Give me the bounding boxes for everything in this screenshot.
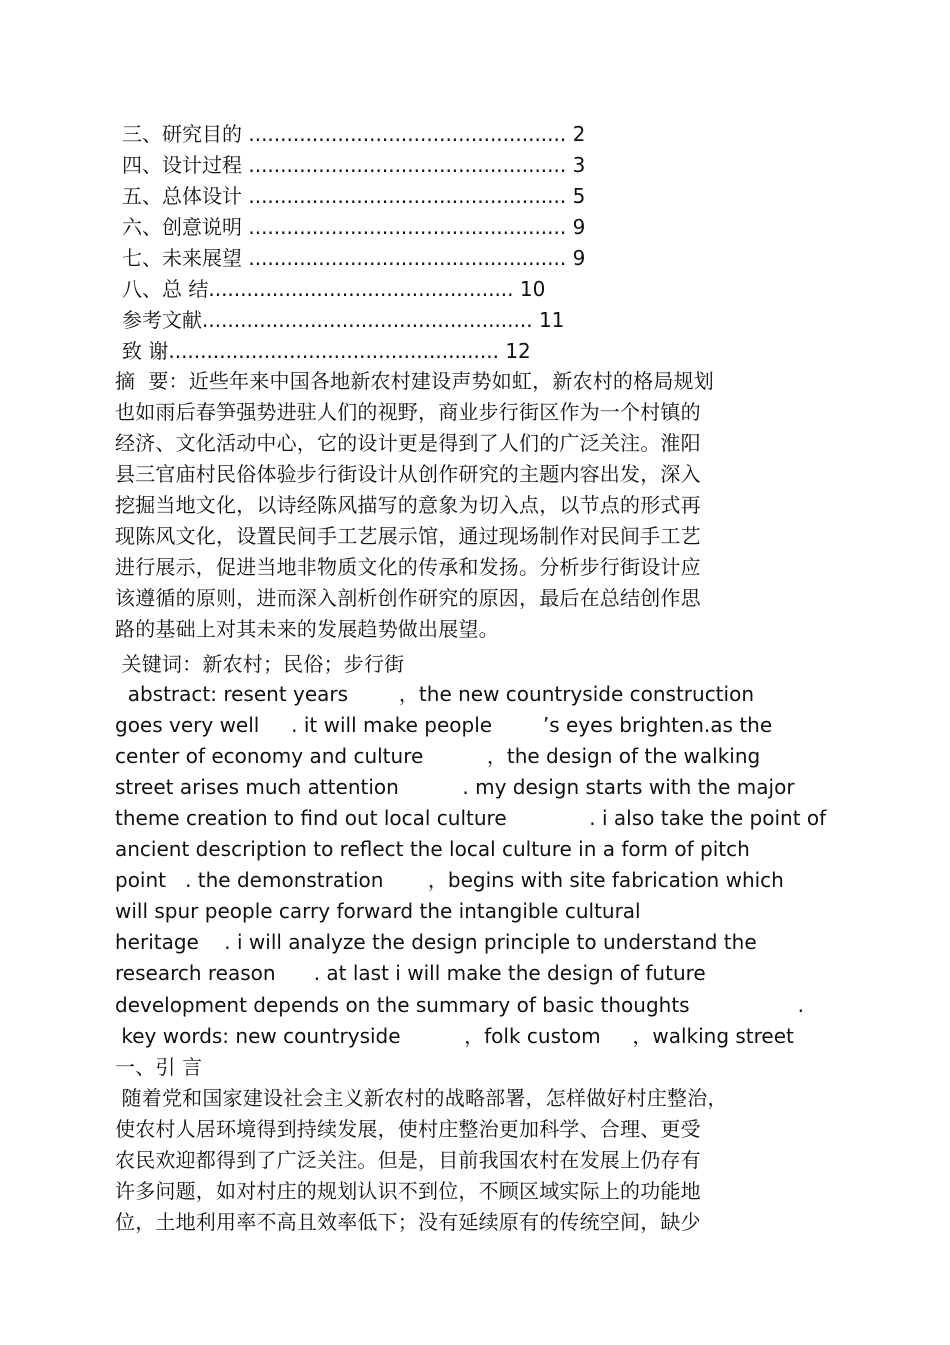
abstract-cn-line: 现陈风文化，设置民间手工艺展示馆，通过现场制作对民间手工艺 — [115, 524, 701, 548]
abstract-en-line: development depends on the summary of basic thoughts . — [115, 993, 805, 1017]
abstract-cn-line: 经济、文化活动中心，它的设计更是得到了人们的广泛关注。淮阳 — [115, 431, 701, 455]
abstract-en-line: point . the demonstration ，begins with site fabrication which — [115, 868, 784, 892]
toc-label: 致 谢 — [122, 339, 169, 363]
toc-page-number: 9 — [572, 246, 586, 270]
abstract-cn-line: 该遵循的原则，进而深入剖析创作研究的原因，最后在总结创作思 — [115, 586, 701, 610]
toc-label: 七、未来展望 — [122, 246, 242, 270]
abstract-en-line: abstract: resent years ，the new countryside construction — [115, 682, 754, 706]
keywords-en: key words: new countryside ，folk custom ，walking street — [115, 1024, 794, 1048]
toc-label: 六、创意说明 — [122, 215, 242, 239]
toc-page-number: 2 — [572, 122, 586, 146]
keywords-cn: 关键词：新农村；民俗；步行街 — [115, 652, 405, 676]
toc-entry[interactable] — [108, 181, 585, 212]
toc-leader: .................................................... — [168, 339, 499, 363]
abstract-en-line: center of economy and culture ，the design of the walking — [115, 744, 761, 768]
abstract-cn-line: 也如雨后春笋强势进驻人们的视野，商业步行街区作为一个村镇的 — [115, 400, 701, 424]
intro-line: 许多问题，如对村庄的规划认识不到位，不顾区域实际上的功能地 — [115, 1179, 701, 1203]
abstract-en-line: street arises much attention . my design starts with the major — [115, 775, 795, 799]
abstract-cn-line: 县三官庙村民俗体验步行街设计从创作研究的主题内容出发，深入 — [115, 462, 701, 486]
toc-page-number: 11 — [538, 308, 565, 332]
abstract-cn-line: 挖掘当地文化，以诗经陈风描写的意象为切入点，以节点的形式再 — [115, 493, 701, 517]
abstract-cn-line: 进行展示，促进当地非物质文化的传承和发扬。分析步行街设计应 — [115, 555, 701, 579]
toc-entry[interactable] — [108, 305, 564, 336]
toc-page-number: 9 — [572, 215, 586, 239]
toc-leader: .................................................. — [242, 153, 567, 177]
toc-label: 八、总 结 — [122, 277, 209, 301]
toc-entry[interactable] — [108, 150, 585, 181]
toc-page-number: 3 — [572, 153, 586, 177]
toc-entry[interactable] — [108, 274, 545, 305]
toc-leader: .................................................. — [242, 122, 567, 146]
toc-entry[interactable] — [108, 243, 585, 274]
toc-entry[interactable] — [108, 336, 531, 367]
toc-leader: .................................................. — [242, 184, 567, 208]
intro-line: 农民欢迎都得到了广泛关注。但是，目前我国农村在发展上仍存有 — [115, 1148, 701, 1172]
toc-leader: .................................................... — [202, 308, 533, 332]
abstract-en-line: heritage . i will analyze the design principle to understand the — [115, 930, 757, 954]
abstract-en-line: ancient description to reflect the local culture in a form of pitch — [115, 837, 750, 861]
abstract-cn-line: 路的基础上对其未来的发展趋势做出展望。 — [115, 617, 499, 641]
abstract-en-line: research reason . at last i will make the design of future — [115, 961, 706, 985]
toc-label: 参考文献 — [122, 308, 202, 332]
toc-leader: .................................................. — [242, 215, 567, 239]
toc-leader: .................................................. — [242, 246, 567, 270]
toc-label: 三、研究目的 — [122, 122, 242, 146]
section-heading-intro: 一、引 言 — [115, 1055, 203, 1079]
toc-page-number: 5 — [572, 184, 586, 208]
toc-page-number: 12 — [505, 339, 531, 363]
toc-label: 五、总体设计 — [122, 184, 242, 208]
abstract-cn-line: 摘 要：近些年来中国各地新农村建设声势如虹，新农村的格局规划 — [115, 369, 714, 393]
abstract-en-line: will spur people carry forward the intangible cultural — [115, 899, 641, 923]
intro-line: 使农村人居环境得到持续发展，使村庄整治更加科学、合理、更受 — [115, 1117, 701, 1141]
toc-page-number: 10 — [519, 277, 546, 301]
toc-leader: ................................................ — [208, 277, 514, 301]
toc-entry[interactable] — [108, 212, 585, 243]
intro-line: 位，土地利用率不高且效率低下；没有延续原有的传统空间，缺少 — [115, 1210, 701, 1234]
intro-line: 随着党和国家建设社会主义新农村的战略部署，怎样做好村庄整治， — [115, 1086, 728, 1110]
toc-entry[interactable] — [108, 119, 585, 150]
toc-label: 四、设计过程 — [122, 153, 242, 177]
abstract-en-line: goes very well . it will make people ’s eyes brighten.as the — [115, 713, 773, 737]
abstract-en-line: theme creation to find out local culture . i also take the point of — [115, 806, 827, 830]
